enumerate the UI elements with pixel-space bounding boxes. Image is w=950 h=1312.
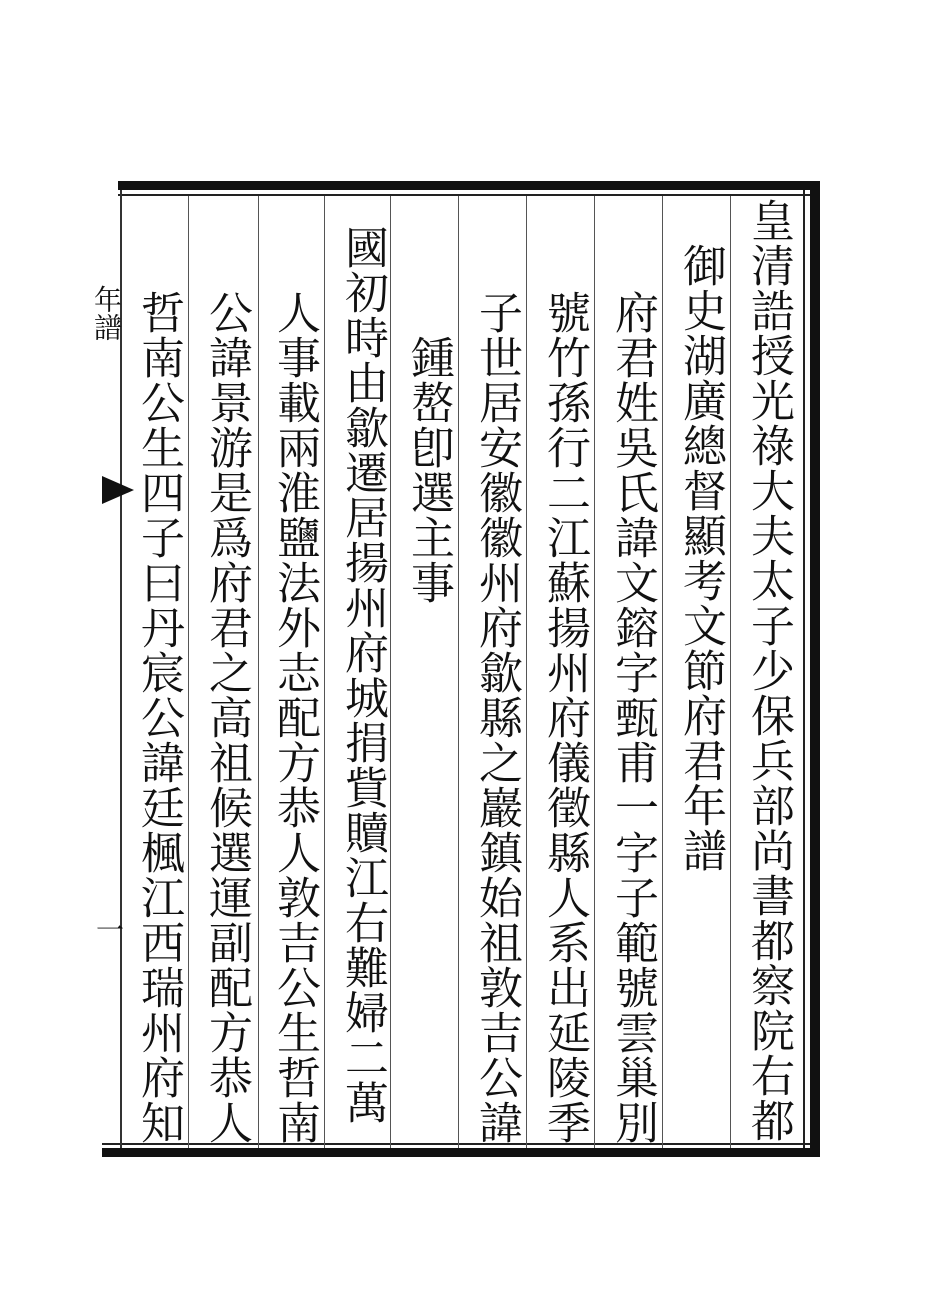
text-column-7: 國初時由歙遷居揚州府城捐貲贖江右難婦二萬 — [337, 225, 388, 1125]
text-column-9: 公諱景游是爲府君之高祖候選運副配方恭人 — [201, 290, 252, 1145]
frame-top-inner-rule — [118, 194, 820, 196]
column-divider — [188, 196, 189, 1148]
column-divider — [662, 196, 663, 1148]
page-number: 一 — [92, 915, 125, 943]
text-column-4: 號竹孫行二江蘇揚州府儀徵縣人系出延陵季 — [539, 290, 590, 1145]
fishtail-marker — [102, 476, 134, 504]
text-column-10: 哲南公生四子曰丹宸公諱廷楓江西瑞州府知 — [133, 290, 184, 1145]
column-divider — [258, 196, 259, 1148]
frame-right-rule — [810, 181, 820, 1157]
margin-title: 年譜 — [90, 285, 123, 341]
column-divider — [458, 196, 459, 1148]
text-column-1: 皇清誥授光祿大夫太子少保兵部尚書都察院右都 — [743, 198, 794, 1143]
column-divider — [594, 196, 595, 1148]
text-column-8: 人事載兩淮鹽法外志配方恭人敦吉公生哲南 — [269, 290, 320, 1145]
frame-right-inner-rule — [803, 190, 805, 1148]
text-column-6: 鍾嶅卽選主事 — [403, 290, 454, 605]
text-column-3: 府君姓吳氏諱文鎔字甄甫一字子範號雲巢別 — [607, 290, 658, 1145]
column-divider — [730, 196, 731, 1148]
frame-top-rule — [118, 181, 820, 190]
column-divider — [526, 196, 527, 1148]
text-column-2: 御史湖廣總督顯考文節府君年譜 — [675, 198, 726, 873]
column-divider — [324, 196, 325, 1148]
text-column-5: 子世居安徽徽州府歙縣之巖鎮始祖敦吉公諱 — [471, 290, 522, 1145]
